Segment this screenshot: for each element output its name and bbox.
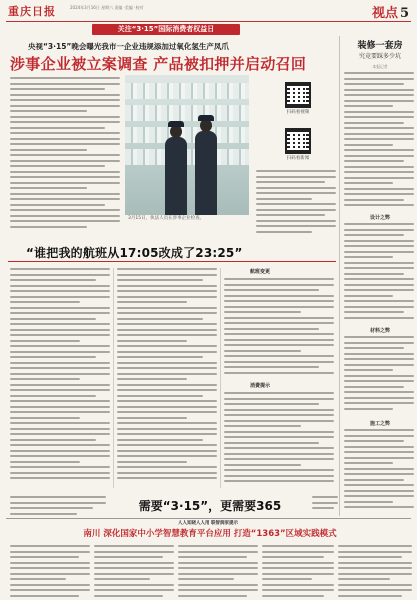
middle-body-col-3b bbox=[224, 392, 334, 488]
bottom-kicker: 人人知晓人人用 联智润家提示 bbox=[177, 521, 239, 526]
column-divider bbox=[339, 36, 340, 516]
section-rule bbox=[6, 518, 411, 519]
photo-caption: 3月15日，执法人员在涉事企业检查。 bbox=[128, 216, 205, 221]
middle-body-col-3a bbox=[224, 278, 334, 378]
lower-headline: 需要“3·15”，更需要365 bbox=[138, 499, 282, 513]
section-rule bbox=[8, 261, 336, 262]
section-title bbox=[372, 2, 409, 21]
middle-body-col-1 bbox=[10, 268, 110, 488]
section-name: 视点 bbox=[371, 6, 398, 21]
lower-body-right bbox=[312, 496, 338, 516]
bottom-body-col-4 bbox=[262, 545, 334, 597]
side-body-3 bbox=[344, 336, 414, 416]
side-subheading: 材料之弊 bbox=[369, 328, 390, 334]
issue-meta: 2024年3月16日 星期六 责编 ·美编 ·校对 bbox=[70, 5, 144, 10]
middle-headline: “谁把我的航班从17:05改成了23:25” bbox=[26, 246, 243, 260]
side-body-4 bbox=[344, 429, 414, 515]
lower-body-left bbox=[10, 496, 106, 516]
side-headline: 装修一套房 bbox=[357, 41, 403, 51]
lead-headline: 涉事企业被立案调查 产品被扣押并启动召回 bbox=[10, 55, 307, 73]
inspector-figure bbox=[195, 131, 217, 215]
lead-photo bbox=[125, 75, 249, 215]
topic-banner: 关注“3·15”国际消费者权益日 bbox=[92, 24, 240, 35]
side-subheadline: 究竟要踩多少坑 bbox=[358, 53, 401, 60]
middle-subhead: 消费提示 bbox=[250, 383, 271, 389]
column-divider bbox=[113, 268, 114, 488]
bottom-body-col-3 bbox=[178, 545, 258, 597]
bottom-body-col-1 bbox=[10, 545, 90, 597]
masthead bbox=[6, 2, 411, 22]
lead-body-left bbox=[10, 77, 120, 237]
bottom-body-col-5 bbox=[338, 545, 412, 597]
qr-code-icon[interactable] bbox=[285, 82, 311, 108]
lead-kicker: 央视“3·15”晚会曝光我市一企业违规添加过氧化氢生产凤爪 bbox=[28, 42, 229, 51]
middle-subhead: 航班变更 bbox=[250, 269, 271, 275]
qr-label-top: 扫码看视频 bbox=[286, 110, 310, 115]
inspector-figure bbox=[165, 137, 187, 215]
side-body-1 bbox=[344, 72, 414, 212]
side-subheading: 施工之弊 bbox=[369, 421, 390, 427]
bottom-body-col-2 bbox=[94, 545, 174, 597]
newspaper-title: 重庆日报 bbox=[8, 5, 56, 18]
side-body-2 bbox=[344, 223, 414, 323]
lead-body-right bbox=[256, 170, 336, 234]
middle-body-col-2 bbox=[117, 268, 217, 488]
side-subheading: 设计之弊 bbox=[369, 215, 390, 221]
side-byline: 本报记者 bbox=[372, 64, 388, 69]
column-divider bbox=[220, 268, 221, 488]
bottom-headline: 南川 深化国家中小学智慧教育平台应用 打造“1363”区域实践模式 bbox=[83, 529, 337, 539]
page-number: 5 bbox=[399, 6, 409, 21]
qr-code-icon[interactable] bbox=[285, 128, 311, 154]
qr-label-bottom: 扫码看新闻 bbox=[286, 156, 310, 161]
